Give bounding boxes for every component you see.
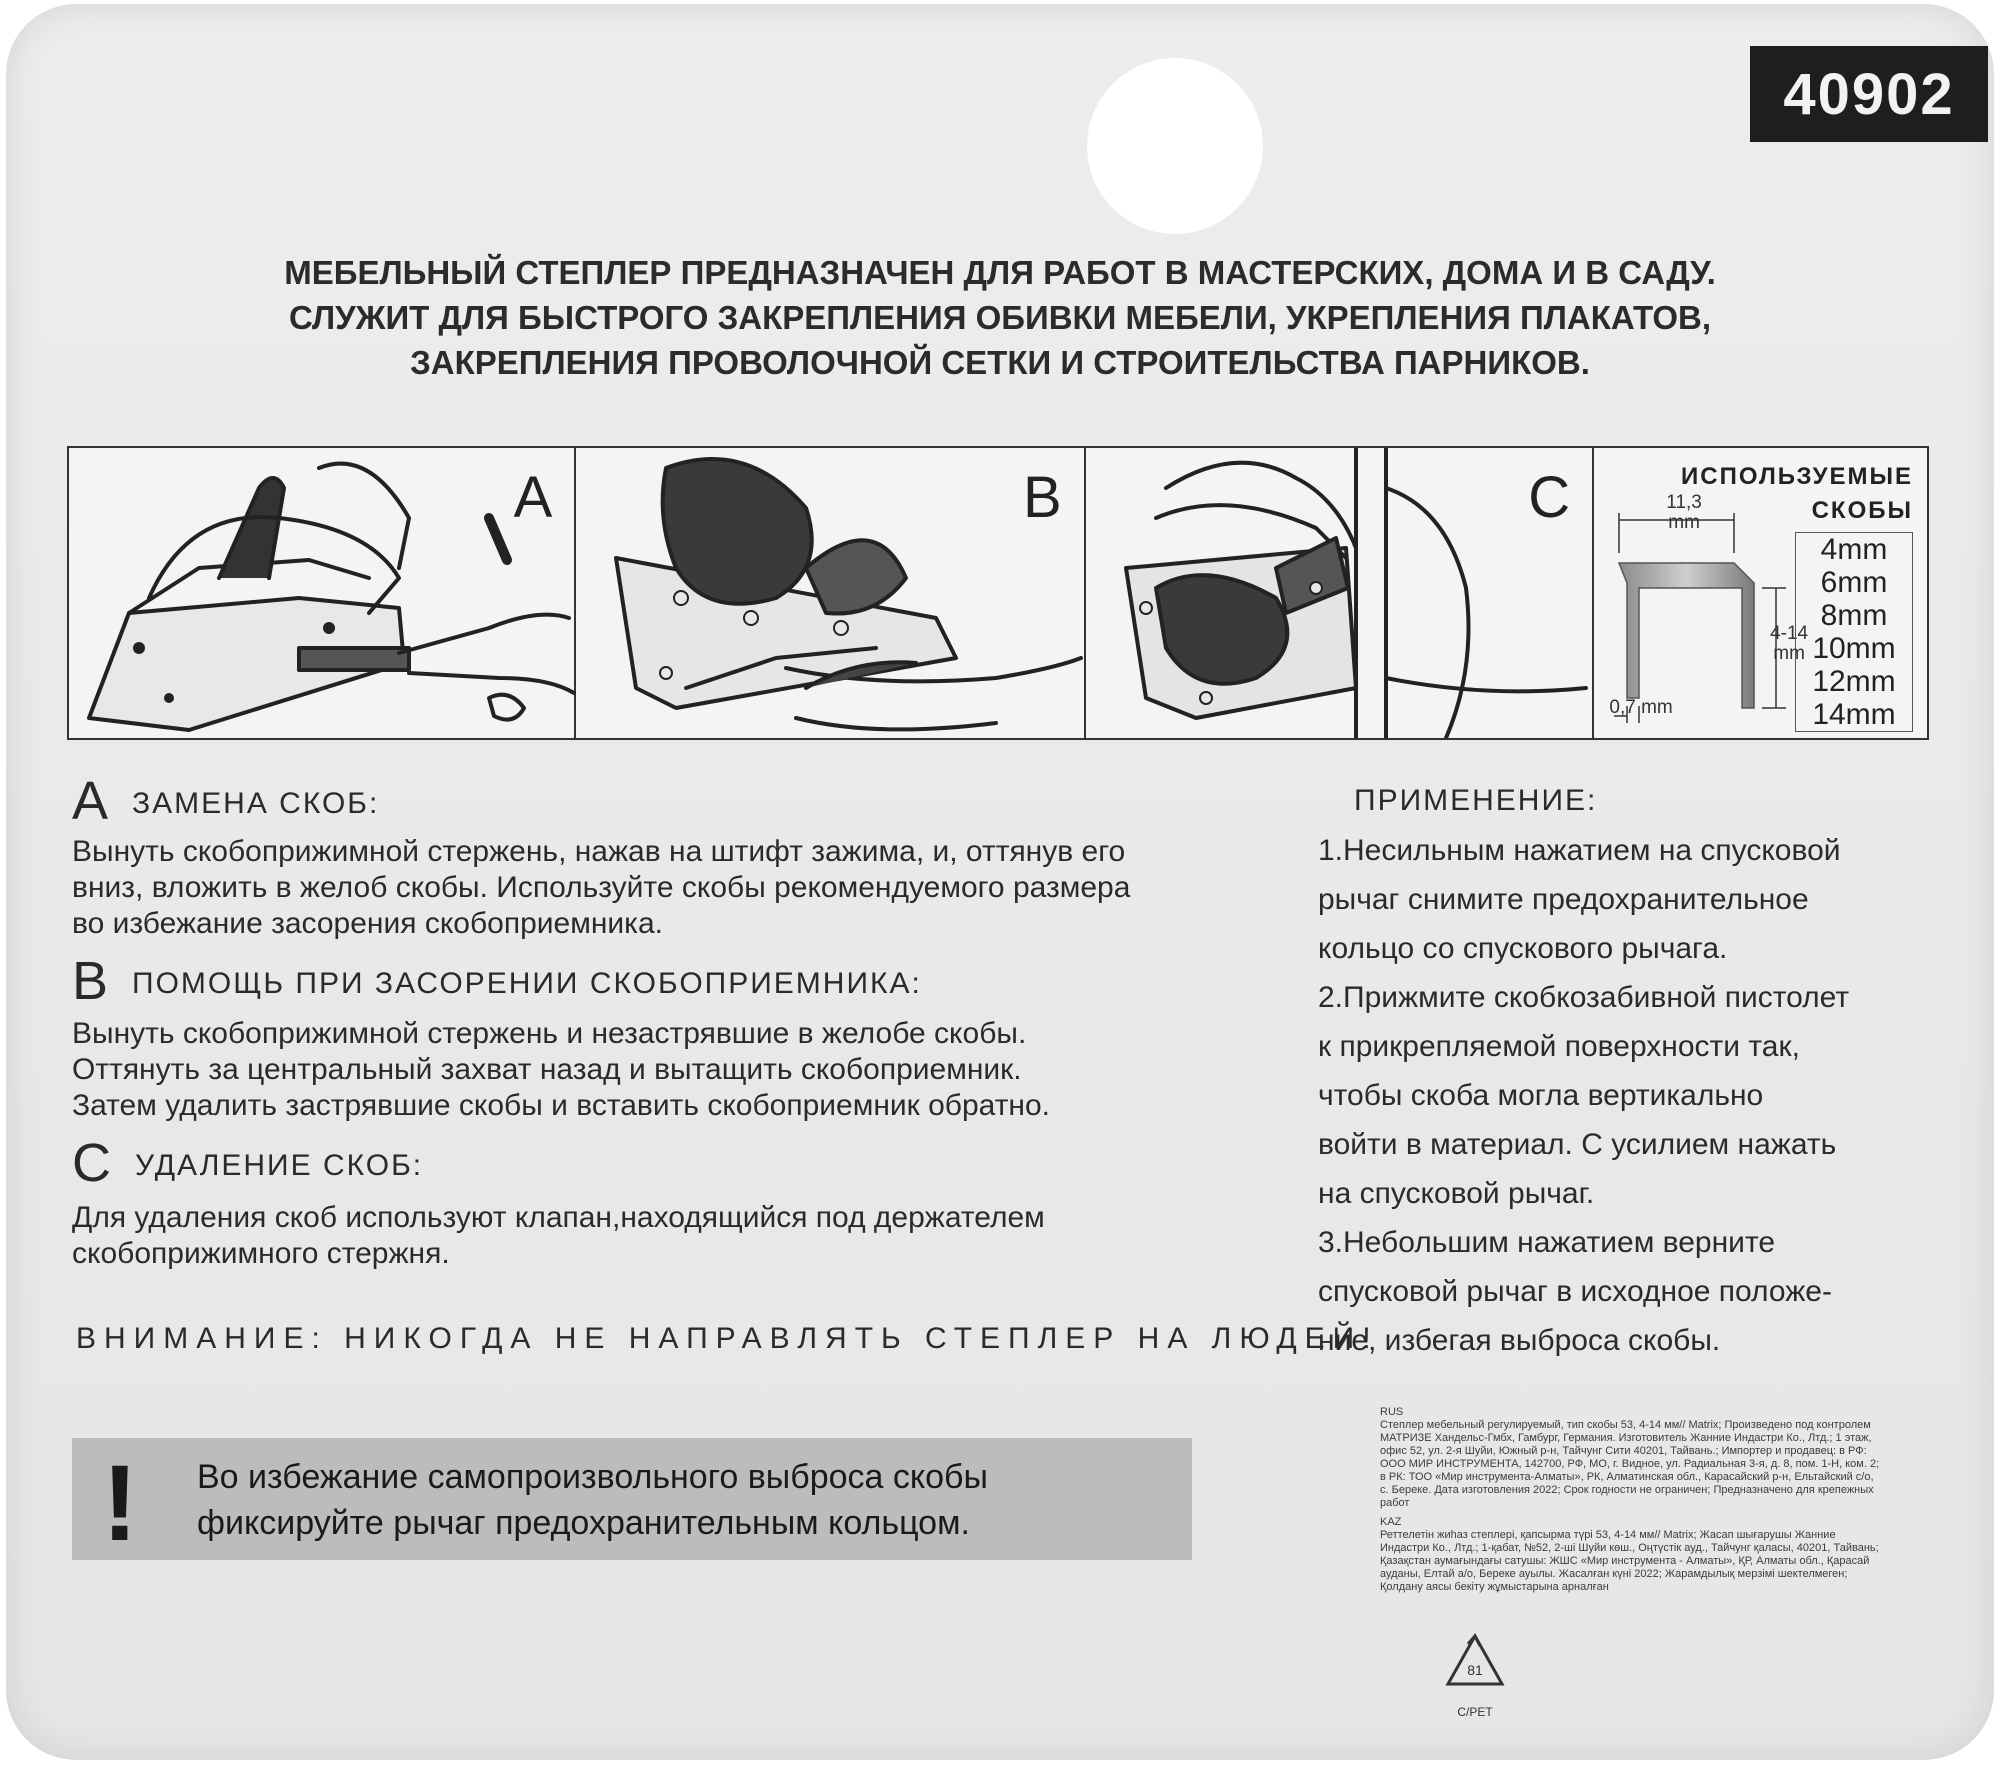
- recycle-code: 81: [1467, 1662, 1483, 1678]
- usage-line: к прикрепляемой поверхности так,: [1318, 1030, 1800, 1063]
- usage-line: 1.Несильным нажатием на спусковой: [1318, 834, 1841, 867]
- staple-size: 4mm: [1820, 533, 1888, 566]
- usage-line: кольцо со спускового рычага.: [1318, 932, 1728, 965]
- legal-kaz-tag: KAZ: [1380, 1516, 1402, 1528]
- stapler-loading-illustration: [69, 448, 576, 738]
- staples-title-line: СКОБЫ: [1811, 497, 1913, 524]
- section-a-line: во избежание засорения скобоприемника.: [72, 907, 663, 940]
- section-b-title: ПОМОЩЬ ПРИ ЗАСОРЕНИИ СКОБОПРИЕМНИКА:: [132, 967, 922, 1000]
- section-b-line: Вынуть скобоприжимной стержень и незастрявшие в желобе скобы.: [72, 1017, 1027, 1050]
- staples-spec-panel: [1594, 448, 1927, 738]
- legal-kaz: [1380, 1516, 1880, 1594]
- intro-line: МЕБЕЛЬНЫЙ СТЕПЛЕР ПРЕДНАЗНАЧЕН ДЛЯ РАБОТ В МАСТЕРСКИХ, ДОМА И В САДУ.: [284, 254, 1716, 291]
- usage-line: на спусковой рычаг.: [1318, 1177, 1595, 1210]
- usage-line: ние, избегая выброса скобы.: [1318, 1324, 1721, 1357]
- section-a-heading: [72, 770, 379, 832]
- hang-hole: [1087, 58, 1263, 234]
- section-c-line: скобоприжимного стержня.: [72, 1237, 450, 1270]
- safety-notice: [72, 1438, 1192, 1563]
- staple-diagram: [1594, 448, 1814, 738]
- staple-size: 10mm: [1812, 632, 1896, 665]
- width-unit: mm: [1668, 512, 1700, 533]
- recycle-material: C/PET: [1457, 1705, 1493, 1719]
- usage-line: 2.Прижмите скобкозабивной пистолет: [1318, 981, 1850, 1014]
- article-number: 40902: [1750, 46, 1988, 142]
- intro-line: ЗАКРЕПЛЕНИЯ ПРОВОЛОЧНОЙ СЕТКИ И СТРОИТЕЛЬСТВА ПАРНИКОВ.: [410, 344, 1590, 381]
- illustration-panel-b: [576, 448, 1085, 738]
- section-c-heading: [72, 1132, 423, 1194]
- staple-size: 14mm: [1812, 698, 1896, 731]
- staple-removal-illustration: [1086, 448, 1594, 738]
- legal-kaz-text: Реттелетін жиһаз степлері, қапсырма түрі 53, 4-14 мм// Matrix; Жасап шығарушы Жанние Индастри Ко., Лтд.; 1-қабат, №52, 2-ші Шуйи көш., Оңтүстік ауд., Тайчунг қаласы, 40201, Тайвань; Қазақстан аумағындағы сатушы: ЖШС «Мир инструмента - Алматы», ҚР, Алматы обл., Қарасай ауданы, Елтай а/о, Береке ауылы. Жасалған күні 2022; Жарамдылық мерзімі шектелмеген; Қолдану аясы бекіту жұмыстарына арналған: [1380, 1529, 1879, 1593]
- height-unit: mm: [1773, 643, 1805, 664]
- section-b-heading: [72, 950, 922, 1012]
- warning-text: ВНИМАНИЕ: НИКОГДА НЕ НАПРАВЛЯТЬ СТЕПЛЕР НА ЛЮДЕЙ!: [76, 1322, 1379, 1355]
- staple-size: 6mm: [1820, 566, 1888, 599]
- staple-size: 12mm: [1812, 665, 1896, 698]
- panel-letter-c: C: [1528, 465, 1571, 530]
- staple-sizes-list: [1795, 532, 1913, 732]
- jam-clearing-illustration: [576, 448, 1085, 738]
- section-c-title: УДАЛЕНИЕ СКОБ:: [135, 1149, 424, 1182]
- section-c-letter: C: [72, 1133, 113, 1193]
- staple-size: 8mm: [1820, 599, 1888, 632]
- usage-heading: ПРИМЕНЕНИЕ:: [1354, 784, 1598, 817]
- usage-line: чтобы скоба могла вертикально: [1318, 1079, 1764, 1112]
- legal-rus-text: Степлер мебельный регулируемый, тип скобы 53, 4-14 мм// Matrix; Произведено под контролем МАТРИЗЕ Хандельс-Гмбх, Гамбург, Германия. Изготовитель Жанние Индастри Ко., Лтд.; 1 этаж, офис 52, ул. 2-я Шуйи, Южный р-н, Тайчунг Сити 40201, Тайвань.; Импортер и продавец: в РФ: ООО МИР ИНСТРУМЕНТА, 142700, РФ, МО, г. Видное, ул. Радиальная 3-я, д. 8, пом. 1-Н, ком. 2; в РК: ТОО «Мир инструмента-Алматы», РК, Алматинская обл., Карасайский р-н, Ельтайский с/о, с. Береке. Дата изготовления 2022; Срок годности не ограничен; Предназначено для крепежных работ: [1380, 1419, 1880, 1509]
- width-value: 11,3: [1666, 492, 1702, 513]
- usage-line: 3.Небольшим нажатием верните: [1318, 1226, 1776, 1259]
- illustration-strip: [67, 446, 1929, 740]
- section-c-line: Для удаления скоб используют клапан,находящийся под держателем: [72, 1201, 1045, 1234]
- section-a-title: ЗАМЕНА СКОБ:: [132, 787, 380, 820]
- staples-title-line: ИСПОЛЬЗУЕМЫЕ: [1681, 463, 1913, 490]
- legal-rus-tag: RUS: [1380, 1406, 1404, 1418]
- panel-letter-a: A: [513, 465, 553, 530]
- section-a-letter: A: [72, 771, 111, 831]
- safety-line: Во избежание самопроизвольного выброса скобы: [197, 1458, 988, 1496]
- exclamation-icon: !: [102, 1442, 138, 1563]
- recycle-triangle-icon: [1440, 1630, 1510, 1700]
- illustration-panel-c: [1086, 448, 1594, 738]
- recycling-mark: [1440, 1630, 1510, 1719]
- section-b-line: Оттянуть за центральный захват назад и вытащить скобоприемник.: [72, 1053, 1022, 1086]
- section-b-letter: B: [72, 951, 111, 1011]
- height-value: 4-14: [1770, 623, 1809, 644]
- width-dimension: [1644, 493, 1724, 533]
- safety-text: [197, 1454, 988, 1546]
- safety-line: фиксируйте рычаг предохранительным кольцом.: [197, 1504, 970, 1542]
- section-a-line: Вынуть скобоприжимной стержень, нажав на штифт зажима, и, оттянув его: [72, 835, 1126, 868]
- illustration-panel-a: [69, 448, 576, 738]
- section-a-line: вниз, вложить в желоб скобы. Используйте скобы рекомендуемого размера: [72, 871, 1131, 904]
- panel-letter-b: B: [1023, 465, 1062, 530]
- legal-rus: [1380, 1406, 1880, 1510]
- intro-text: [120, 250, 1880, 385]
- usage-line: рычаг снимите предохранительное: [1318, 883, 1809, 916]
- usage-line: спусковой рычаг в исходное положе-: [1318, 1275, 1832, 1308]
- thickness-dimension: 0,7 mm: [1609, 697, 1673, 718]
- section-b-line: Затем удалить застрявшие скобы и вставить скобоприемник обратно.: [72, 1089, 1051, 1122]
- intro-line: СЛУЖИТ ДЛЯ БЫСТРОГО ЗАКРЕПЛЕНИЯ ОБИВКИ МЕБЕЛИ, УКРЕПЛЕНИЯ ПЛАКАТОВ,: [288, 299, 1712, 336]
- usage-line: войти в материал. С усилием нажать: [1318, 1128, 1837, 1161]
